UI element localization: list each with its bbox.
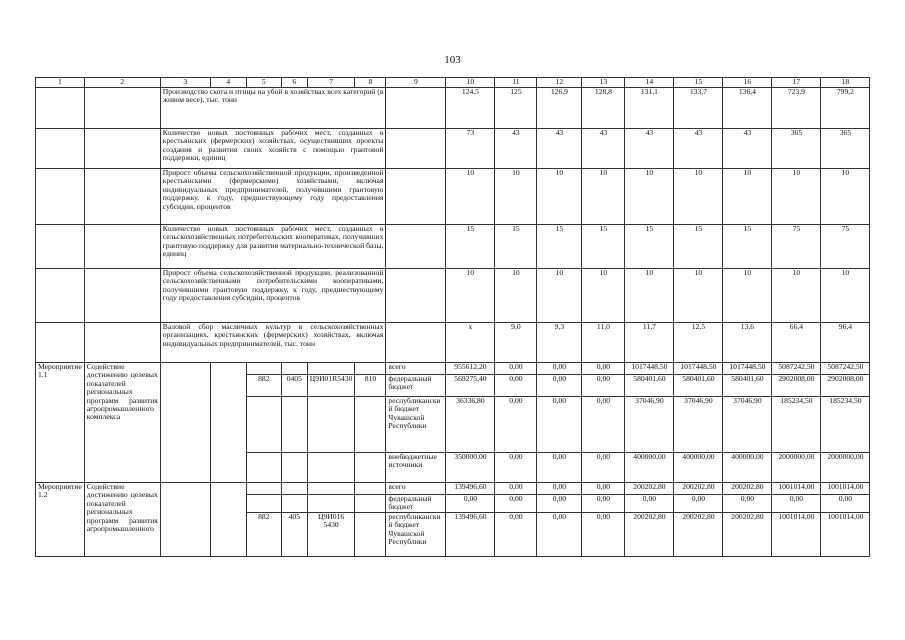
indicator-value: 15 bbox=[582, 225, 625, 269]
indicator-value: 10 bbox=[723, 169, 772, 225]
funding-value: 37046,90 bbox=[674, 397, 723, 453]
indicator-value: 133,7 bbox=[674, 88, 723, 129]
funding-value: 0,00 bbox=[537, 363, 582, 375]
indicator-row bbox=[36, 323, 870, 363]
indicator-value: 15 bbox=[723, 225, 772, 269]
program-table bbox=[35, 77, 870, 557]
funding-value: 5087242,50 bbox=[821, 363, 870, 375]
target-item-code bbox=[307, 483, 355, 495]
funding-value: 0,00 bbox=[495, 363, 537, 375]
column-number: 4 bbox=[210, 78, 246, 88]
indicator-value: 10 bbox=[723, 269, 772, 323]
budget-code bbox=[246, 483, 281, 495]
indicator-value: 12,5 bbox=[674, 323, 723, 363]
column-number: 3 bbox=[160, 78, 210, 88]
indicator-value: 10 bbox=[495, 169, 537, 225]
indicator-name: Количество новых постоянных рабочих мест, созданных в сельскохозяйственных потребительских кооперативах, получивших грантовую поддержку для развития материально-технической базы, единиц bbox=[160, 225, 386, 269]
funding-value: 1001014,00 bbox=[772, 483, 821, 495]
indicator-value: 66,4 bbox=[772, 323, 821, 363]
indicator-value: 96,4 bbox=[821, 323, 870, 363]
expense-type-code bbox=[355, 495, 386, 513]
funding-value: 1001014,00 bbox=[821, 483, 870, 495]
expense-type-code: 810 bbox=[355, 375, 386, 397]
section-code: 405 bbox=[281, 513, 307, 557]
indicator-value: 10 bbox=[582, 269, 625, 323]
indicator-value: 10 bbox=[625, 169, 674, 225]
funding-value: 0,00 bbox=[723, 495, 772, 513]
funding-value: 200202,80 bbox=[674, 483, 723, 495]
funding-value: 0,00 bbox=[582, 375, 625, 397]
funding-value: 1001014,00 bbox=[772, 513, 821, 557]
column-number: 11 bbox=[495, 78, 537, 88]
funding-value: 0,00 bbox=[537, 453, 582, 483]
column-number: 2 bbox=[84, 78, 160, 88]
column-number: 17 bbox=[772, 78, 821, 88]
indicator-value: 10 bbox=[446, 269, 495, 323]
column-number: 14 bbox=[625, 78, 674, 88]
indicator-value: 73 bbox=[446, 129, 495, 169]
indicator-name: Производство скота и птицы на убой в хозяйствах всех категорий (в живом весе), тыс. тонн bbox=[160, 88, 386, 129]
empty-cell bbox=[36, 88, 85, 129]
funding-value: 0,00 bbox=[772, 495, 821, 513]
empty-cell bbox=[386, 129, 446, 169]
indicator-value: 15 bbox=[446, 225, 495, 269]
funding-value: 2902008,00 bbox=[821, 375, 870, 397]
empty-cell bbox=[386, 88, 446, 129]
indicator-value: 43 bbox=[723, 129, 772, 169]
funding-value: 580401,60 bbox=[625, 375, 674, 397]
indicator-value: 10 bbox=[821, 169, 870, 225]
indicator-value: 365 bbox=[772, 129, 821, 169]
empty-cell bbox=[36, 269, 85, 323]
indicator-value: 15 bbox=[537, 225, 582, 269]
funding-value: 400000,00 bbox=[625, 453, 674, 483]
empty-cell bbox=[84, 169, 160, 225]
section-code bbox=[281, 453, 307, 483]
funding-value: 0,00 bbox=[674, 495, 723, 513]
indicator-name: Прирост объема сельскохозяйственной продукции, реализованной сельскохозяйственными потребительскими кооперативами, получившими грантовую поддержку, к году, предшествующему году предоставления субсидии, процентов bbox=[160, 269, 386, 323]
funding-value: 0,00 bbox=[582, 453, 625, 483]
column-number: 6 bbox=[281, 78, 307, 88]
column-number: 7 bbox=[307, 78, 355, 88]
empty-cell bbox=[210, 483, 246, 557]
indicator-value: 9,0 bbox=[495, 323, 537, 363]
funding-value: 200202,80 bbox=[625, 513, 674, 557]
budget-code: 882 bbox=[246, 513, 281, 557]
funding-value: 1017448,50 bbox=[674, 363, 723, 375]
indicator-value: 10 bbox=[821, 269, 870, 323]
indicator-value: 128,8 bbox=[582, 88, 625, 129]
expense-type-code bbox=[355, 453, 386, 483]
funding-source: республиканский бюджет Чувашской Республики bbox=[386, 397, 446, 453]
funding-value: 200202,80 bbox=[625, 483, 674, 495]
funding-value: 0,00 bbox=[446, 495, 495, 513]
funding-value: 0,00 bbox=[537, 375, 582, 397]
financing-row bbox=[36, 483, 870, 495]
funding-value: 0,00 bbox=[495, 453, 537, 483]
target-item-code: Ц9И016 5430 bbox=[307, 513, 355, 557]
funding-value: 0,00 bbox=[582, 495, 625, 513]
funding-value: 0,00 bbox=[495, 513, 537, 557]
funding-value: 580401,60 bbox=[723, 375, 772, 397]
funding-source: внебюджетные источники bbox=[386, 453, 446, 483]
indicator-value: х bbox=[446, 323, 495, 363]
indicator-value: 11,7 bbox=[625, 323, 674, 363]
funding-value: 0,00 bbox=[537, 397, 582, 453]
empty-cell bbox=[84, 323, 160, 363]
expense-type-code bbox=[355, 363, 386, 375]
target-item-code bbox=[307, 495, 355, 513]
column-number: 1 bbox=[36, 78, 85, 88]
empty-cell bbox=[36, 169, 85, 225]
funding-value: 569275,40 bbox=[446, 375, 495, 397]
indicator-value: 9,3 bbox=[537, 323, 582, 363]
empty-cell bbox=[386, 225, 446, 269]
funding-source: всего bbox=[386, 363, 446, 375]
funding-source: федеральный бюджет bbox=[386, 495, 446, 513]
funding-value: 0,00 bbox=[582, 513, 625, 557]
section-code: 0405 bbox=[281, 375, 307, 397]
indicator-row bbox=[36, 269, 870, 323]
funding-value: 139496,60 bbox=[446, 513, 495, 557]
funding-value: 200202,80 bbox=[723, 513, 772, 557]
indicator-value: 43 bbox=[495, 129, 537, 169]
indicator-value: 365 bbox=[821, 129, 870, 169]
empty-cell bbox=[84, 88, 160, 129]
funding-value: 2902008,00 bbox=[772, 375, 821, 397]
indicator-row bbox=[36, 88, 870, 129]
column-number: 13 bbox=[582, 78, 625, 88]
funding-value: 0,00 bbox=[821, 495, 870, 513]
page-number: 103 bbox=[444, 54, 461, 66]
column-number: 9 bbox=[386, 78, 446, 88]
indicator-value: 10 bbox=[495, 269, 537, 323]
indicator-row bbox=[36, 169, 870, 225]
column-number: 15 bbox=[674, 78, 723, 88]
indicator-value: 10 bbox=[772, 269, 821, 323]
indicator-value: 10 bbox=[674, 169, 723, 225]
empty-cell bbox=[84, 225, 160, 269]
indicator-value: 10 bbox=[582, 169, 625, 225]
column-number: 10 bbox=[446, 78, 495, 88]
empty-cell bbox=[386, 323, 446, 363]
funding-value: 1001014,00 bbox=[821, 513, 870, 557]
indicator-value: 75 bbox=[821, 225, 870, 269]
indicator-value: 43 bbox=[625, 129, 674, 169]
funding-value: 0,00 bbox=[625, 495, 674, 513]
expense-type-code bbox=[355, 513, 386, 557]
funding-value: 0,00 bbox=[537, 513, 582, 557]
indicator-value: 125 bbox=[495, 88, 537, 129]
funding-value: 0,00 bbox=[495, 483, 537, 495]
budget-code bbox=[246, 363, 281, 375]
funding-value: 37046,90 bbox=[625, 397, 674, 453]
indicator-value: 43 bbox=[582, 129, 625, 169]
indicator-value: 10 bbox=[537, 269, 582, 323]
funding-value: 139496,60 bbox=[446, 483, 495, 495]
indicator-name: Прирост объема сельскохозяйственной продукции, произведенной крестьянскими (фермерскими) хозяйствами, включая индивидуальных предпринимателей, получившими грантовую поддержку, к году, предшествующему году предоставления субсидии, процентов bbox=[160, 169, 386, 225]
funding-value: 36336,80 bbox=[446, 397, 495, 453]
column-number-row bbox=[36, 78, 870, 88]
column-number: 18 bbox=[821, 78, 870, 88]
funding-source: республиканский бюджет Чувашской Республики bbox=[386, 513, 446, 557]
expense-type-code bbox=[355, 397, 386, 453]
funding-value: 37046,90 bbox=[723, 397, 772, 453]
empty-cell bbox=[160, 483, 210, 557]
empty-cell bbox=[386, 269, 446, 323]
empty-cell bbox=[386, 169, 446, 225]
indicator-value: 10 bbox=[772, 169, 821, 225]
indicator-value: 723,9 bbox=[772, 88, 821, 129]
section-code bbox=[281, 363, 307, 375]
section-code bbox=[281, 495, 307, 513]
empty-cell bbox=[84, 129, 160, 169]
measure-label: Мероприятие 1.2 bbox=[36, 483, 85, 557]
empty-cell bbox=[84, 269, 160, 323]
empty-cell bbox=[36, 129, 85, 169]
indicator-row bbox=[36, 225, 870, 269]
column-number: 16 bbox=[723, 78, 772, 88]
funding-value: 0,00 bbox=[582, 397, 625, 453]
budget-code bbox=[246, 495, 281, 513]
target-item-code bbox=[307, 453, 355, 483]
expense-type-code bbox=[355, 483, 386, 495]
funding-value: 2000000,00 bbox=[821, 453, 870, 483]
funding-value: 955612,20 bbox=[446, 363, 495, 375]
column-number: 8 bbox=[355, 78, 386, 88]
empty-cell bbox=[36, 225, 85, 269]
column-number: 12 bbox=[537, 78, 582, 88]
funding-value: 580401,60 bbox=[674, 375, 723, 397]
measure-label: Мероприятие 1.1 bbox=[36, 363, 85, 483]
indicator-value: 11,0 bbox=[582, 323, 625, 363]
section-code bbox=[281, 397, 307, 453]
funding-value: 200202,80 bbox=[674, 513, 723, 557]
empty-cell bbox=[210, 363, 246, 483]
funding-value: 0,00 bbox=[495, 397, 537, 453]
indicator-name: Количество новых постоянных рабочих мест, созданных в крестьянских (фермерских) хозяйствах, осуществивших проекты создания и развития своих хозяйств с помощью грантовой поддержки, единиц bbox=[160, 129, 386, 169]
funding-value: 0,00 bbox=[537, 495, 582, 513]
budget-code bbox=[246, 397, 281, 453]
funding-value: 400000,00 bbox=[674, 453, 723, 483]
indicator-value: 13,6 bbox=[723, 323, 772, 363]
indicator-value: 10 bbox=[537, 169, 582, 225]
funding-value: 5087242,50 bbox=[772, 363, 821, 375]
indicator-value: 10 bbox=[674, 269, 723, 323]
indicator-name: Валовой сбор масличных культур в сельскохозяйственных организациях, крестьянских (фермерских) хозяйствах, включая индивидуальных предпринимателей, тыс. тонн bbox=[160, 323, 386, 363]
indicator-value: 43 bbox=[674, 129, 723, 169]
funding-value: 1017448,50 bbox=[723, 363, 772, 375]
funding-value: 1017448,50 bbox=[625, 363, 674, 375]
indicator-value: 131,1 bbox=[625, 88, 674, 129]
empty-cell bbox=[160, 363, 210, 483]
funding-value: 0,00 bbox=[495, 375, 537, 397]
funding-value: 0,00 bbox=[537, 483, 582, 495]
indicator-value: 10 bbox=[625, 269, 674, 323]
indicator-value: 136,4 bbox=[723, 88, 772, 129]
indicator-value: 15 bbox=[674, 225, 723, 269]
column-number: 5 bbox=[246, 78, 281, 88]
target-item-code: Ц9И01R5430 bbox=[307, 375, 355, 397]
indicator-value: 43 bbox=[537, 129, 582, 169]
section-code bbox=[281, 483, 307, 495]
funding-value: 400000,00 bbox=[723, 453, 772, 483]
funding-value: 2000000,00 bbox=[772, 453, 821, 483]
budget-code bbox=[246, 453, 281, 483]
funding-value: 0,00 bbox=[582, 483, 625, 495]
funding-value: 350000,00 bbox=[446, 453, 495, 483]
indicator-value: 124,5 bbox=[446, 88, 495, 129]
measure-name: Содействие достижению целевых показателей региональных программ развития агропромышленного комплекса bbox=[84, 363, 160, 483]
indicator-value: 15 bbox=[495, 225, 537, 269]
empty-cell bbox=[36, 323, 85, 363]
indicator-value: 75 bbox=[772, 225, 821, 269]
indicator-value: 10 bbox=[446, 169, 495, 225]
target-item-code bbox=[307, 363, 355, 375]
measure-name: Содействие достижению целевых показателей региональных программ развития агропромышленного bbox=[84, 483, 160, 557]
indicator-value: 126,9 bbox=[537, 88, 582, 129]
target-item-code bbox=[307, 397, 355, 453]
funding-value: 200202,80 bbox=[723, 483, 772, 495]
funding-value: 185234,50 bbox=[772, 397, 821, 453]
funding-value: 0,00 bbox=[582, 363, 625, 375]
funding-value: 0,00 bbox=[495, 495, 537, 513]
financing-row bbox=[36, 363, 870, 375]
budget-code: 882 bbox=[246, 375, 281, 397]
indicator-value: 15 bbox=[625, 225, 674, 269]
funding-source: федеральный бюджет bbox=[386, 375, 446, 397]
funding-source: всего bbox=[386, 483, 446, 495]
funding-value: 185234,50 bbox=[821, 397, 870, 453]
indicator-value: 799,2 bbox=[821, 88, 870, 129]
indicator-row bbox=[36, 129, 870, 169]
